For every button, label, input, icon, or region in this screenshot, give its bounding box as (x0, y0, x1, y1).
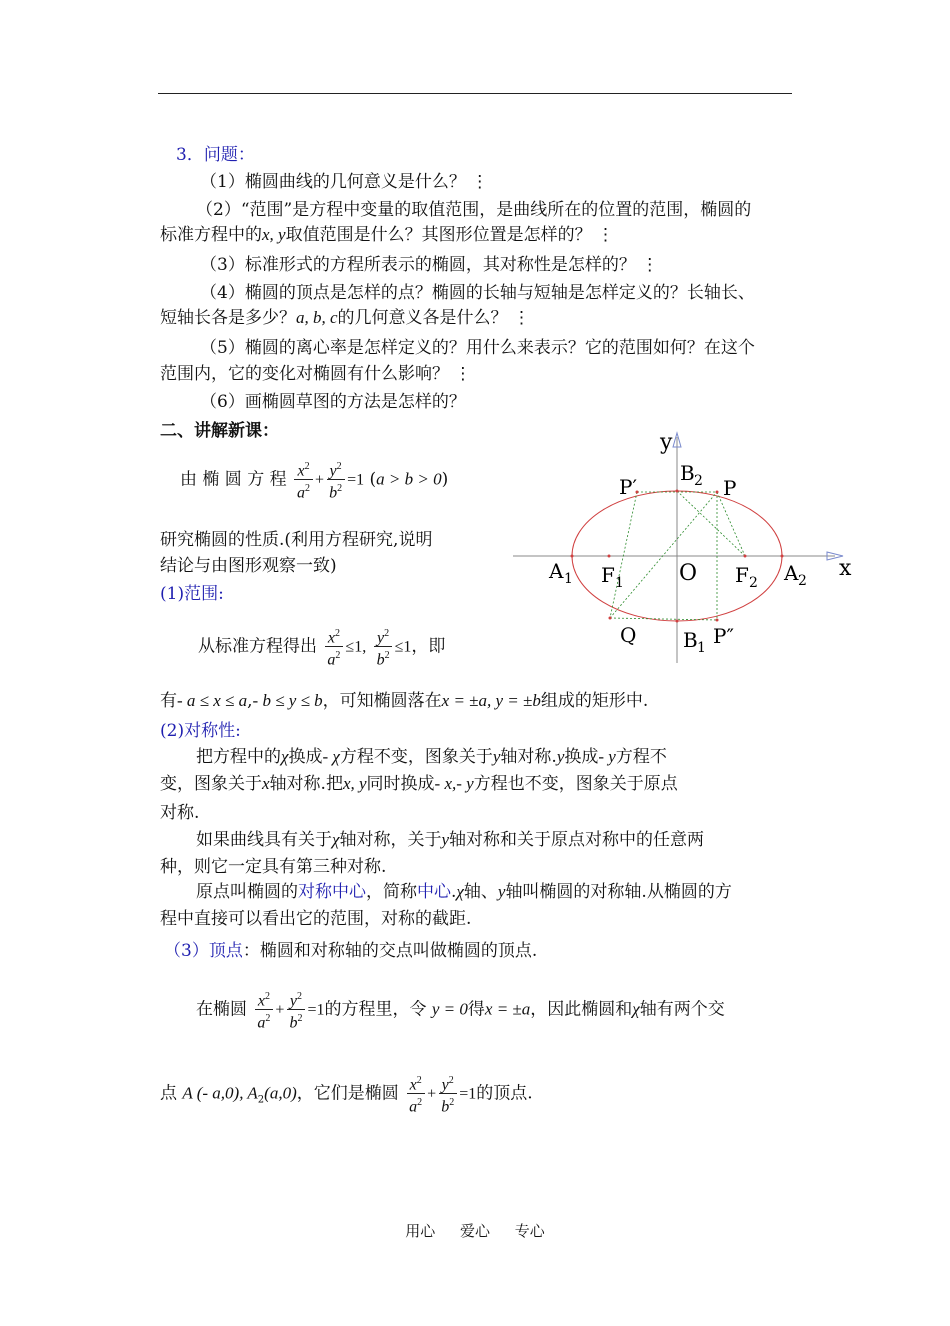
label-a1: A (549, 559, 564, 583)
guide-line-pp-q (610, 492, 637, 618)
label-a2-sub: 2 (798, 573, 807, 589)
label-f2-sub: 2 (749, 575, 758, 591)
footer-word-2: 爱心 (459, 1222, 490, 1240)
study-line-2: 结论与由图形观察一致) (160, 556, 337, 576)
footer-word-1: 用心 (405, 1222, 436, 1240)
symmetry-line-1: 把方程中的χ换成- χ方程不变，图象关于y轴对称.y换成- y方程不 (196, 747, 667, 767)
question-2b: 标准方程中的x, y取值范围是什么？其图形位置是怎样的？ ⋮ (160, 225, 614, 245)
footer (0, 1220, 950, 1241)
footer-word-3: 专心 (514, 1222, 545, 1240)
symmetry-line-7: 程中直接可以看出它的范围，对称的截距. (160, 909, 472, 929)
symmetry-line-3: 对称. (160, 803, 200, 823)
section-title: 二、讲解新课： (160, 421, 279, 441)
label-b1-sub: 1 (697, 640, 706, 656)
point-a1 (571, 555, 574, 558)
symmetry-line-6: 原点叫椭圆的对称中心，简称中心.χ轴、y轴叫椭圆的对称轴.从椭圆的方 (196, 882, 732, 902)
point-f2 (744, 555, 747, 558)
label-a2: A (784, 561, 799, 585)
y-axis-label: y (660, 430, 673, 455)
label-p: P (723, 476, 737, 500)
vertex-line-2: 在椭圆 $\frac{x^2}{a^2}$ + $\frac{y^2}{b^2}$ =1的方程里，令 y = 0得x = ±a，因此椭圆和χ轴有两个交 (196, 988, 725, 1032)
range-derivation: 从标准方程得出 $\frac{x^2}{a^2}$ ≤1, $\frac{y^2}{b^2}$ ≤1，即 (198, 625, 445, 669)
question-2a: （2）“范围”是方程中变量的取值范围，是曲线所在的位置的范围，椭圆的 (196, 200, 752, 220)
guide-line-p-f2 (717, 492, 745, 556)
vertex-line-3: 点 A (- a,0), $A_2(a,0)$，它们是椭圆 $\frac{x^2}{a^2}$ + $\frac{y^2}{b^2}$ =1的顶点. (160, 1072, 533, 1116)
question-5b: 范围内，它的变化对椭圆有什么影响？ ⋮ (160, 364, 472, 384)
point-b2 (676, 490, 679, 493)
question-5a: （5）椭圆的离心率是怎样定义的？用什么来表示？它的范围如何？在这个 (200, 338, 755, 358)
point-a2 (781, 555, 784, 558)
point-ppp (716, 619, 719, 622)
center-short-link[interactable]: 中心 (417, 882, 451, 902)
label-q: Q (620, 623, 637, 647)
label-p-double-prime: P″ (713, 624, 734, 648)
symmetry-line-2: 变，图象关于x轴对称.把x, y同时换成- x,- y方程也不变，图象关于原点 (160, 774, 678, 794)
guide-line-q-p (610, 492, 717, 618)
point-q (609, 617, 612, 620)
guide-line-b2-f2 (677, 491, 745, 556)
study-line-1: 研究椭圆的性质.(利用方程研究,说明 (160, 530, 433, 550)
label-f1-sub: 1 (615, 575, 624, 591)
label-b1: B (683, 628, 698, 652)
label-f2: F (735, 563, 749, 587)
range-conclusion: 有- a ≤ x ≤ a,- b ≤ y ≤ b，可知椭圆落在x = ±a, y = ±b组成的矩形中. (160, 691, 649, 711)
point-p (716, 491, 719, 494)
ellipse-figure (505, 425, 865, 675)
symmetry-line-4: 如果曲线具有关于χ轴对称，关于y轴对称和关于原点对称中的任意两 (196, 830, 705, 850)
symmetry-line-5: 种，则它一定具有第三种对称. (160, 857, 387, 877)
label-a1-sub: 1 (564, 571, 573, 587)
label-p-prime: P′ (619, 475, 637, 499)
label-f1: F (601, 563, 615, 587)
origin-label: O (679, 561, 698, 586)
question-3: （3）标准形式的方程所表示的椭圆，其对称性是怎样的？ ⋮ (200, 255, 659, 275)
label-b2: B (680, 461, 695, 485)
header-rule (158, 93, 792, 94)
vertex-line-1: （3）顶点：椭圆和对称轴的交点叫做椭圆的顶点. (164, 941, 538, 961)
question-4b: 短轴长各是多少？a, b, c的几何意义各是什么？ ⋮ (160, 308, 530, 328)
range-title: (1)范围: (160, 584, 224, 604)
question-6: （6）画椭圆草图的方法是怎样的？ (200, 392, 466, 412)
intro-equation: 由 椭 圆 方 程 $\frac{x^2}{a^2}$ + $\frac{y^2}{b^2}$ =1 (a > b > 0) (180, 458, 448, 502)
symmetry-title: (2)对称性: (160, 721, 241, 741)
point-f1 (608, 555, 611, 558)
center-term-link[interactable]: 对称中心 (298, 882, 366, 902)
questions-heading: 3．问题： (176, 145, 255, 165)
question-1: （1）椭圆曲线的几何意义是什么？ ⋮ (200, 172, 489, 192)
point-b1 (676, 620, 679, 623)
label-b2-sub: 2 (694, 473, 703, 489)
x-axis-label: x (839, 556, 852, 581)
question-4a: （4）椭圆的顶点是怎样的点？椭圆的长轴与短轴是怎样定义的？长轴长、 (200, 283, 755, 303)
